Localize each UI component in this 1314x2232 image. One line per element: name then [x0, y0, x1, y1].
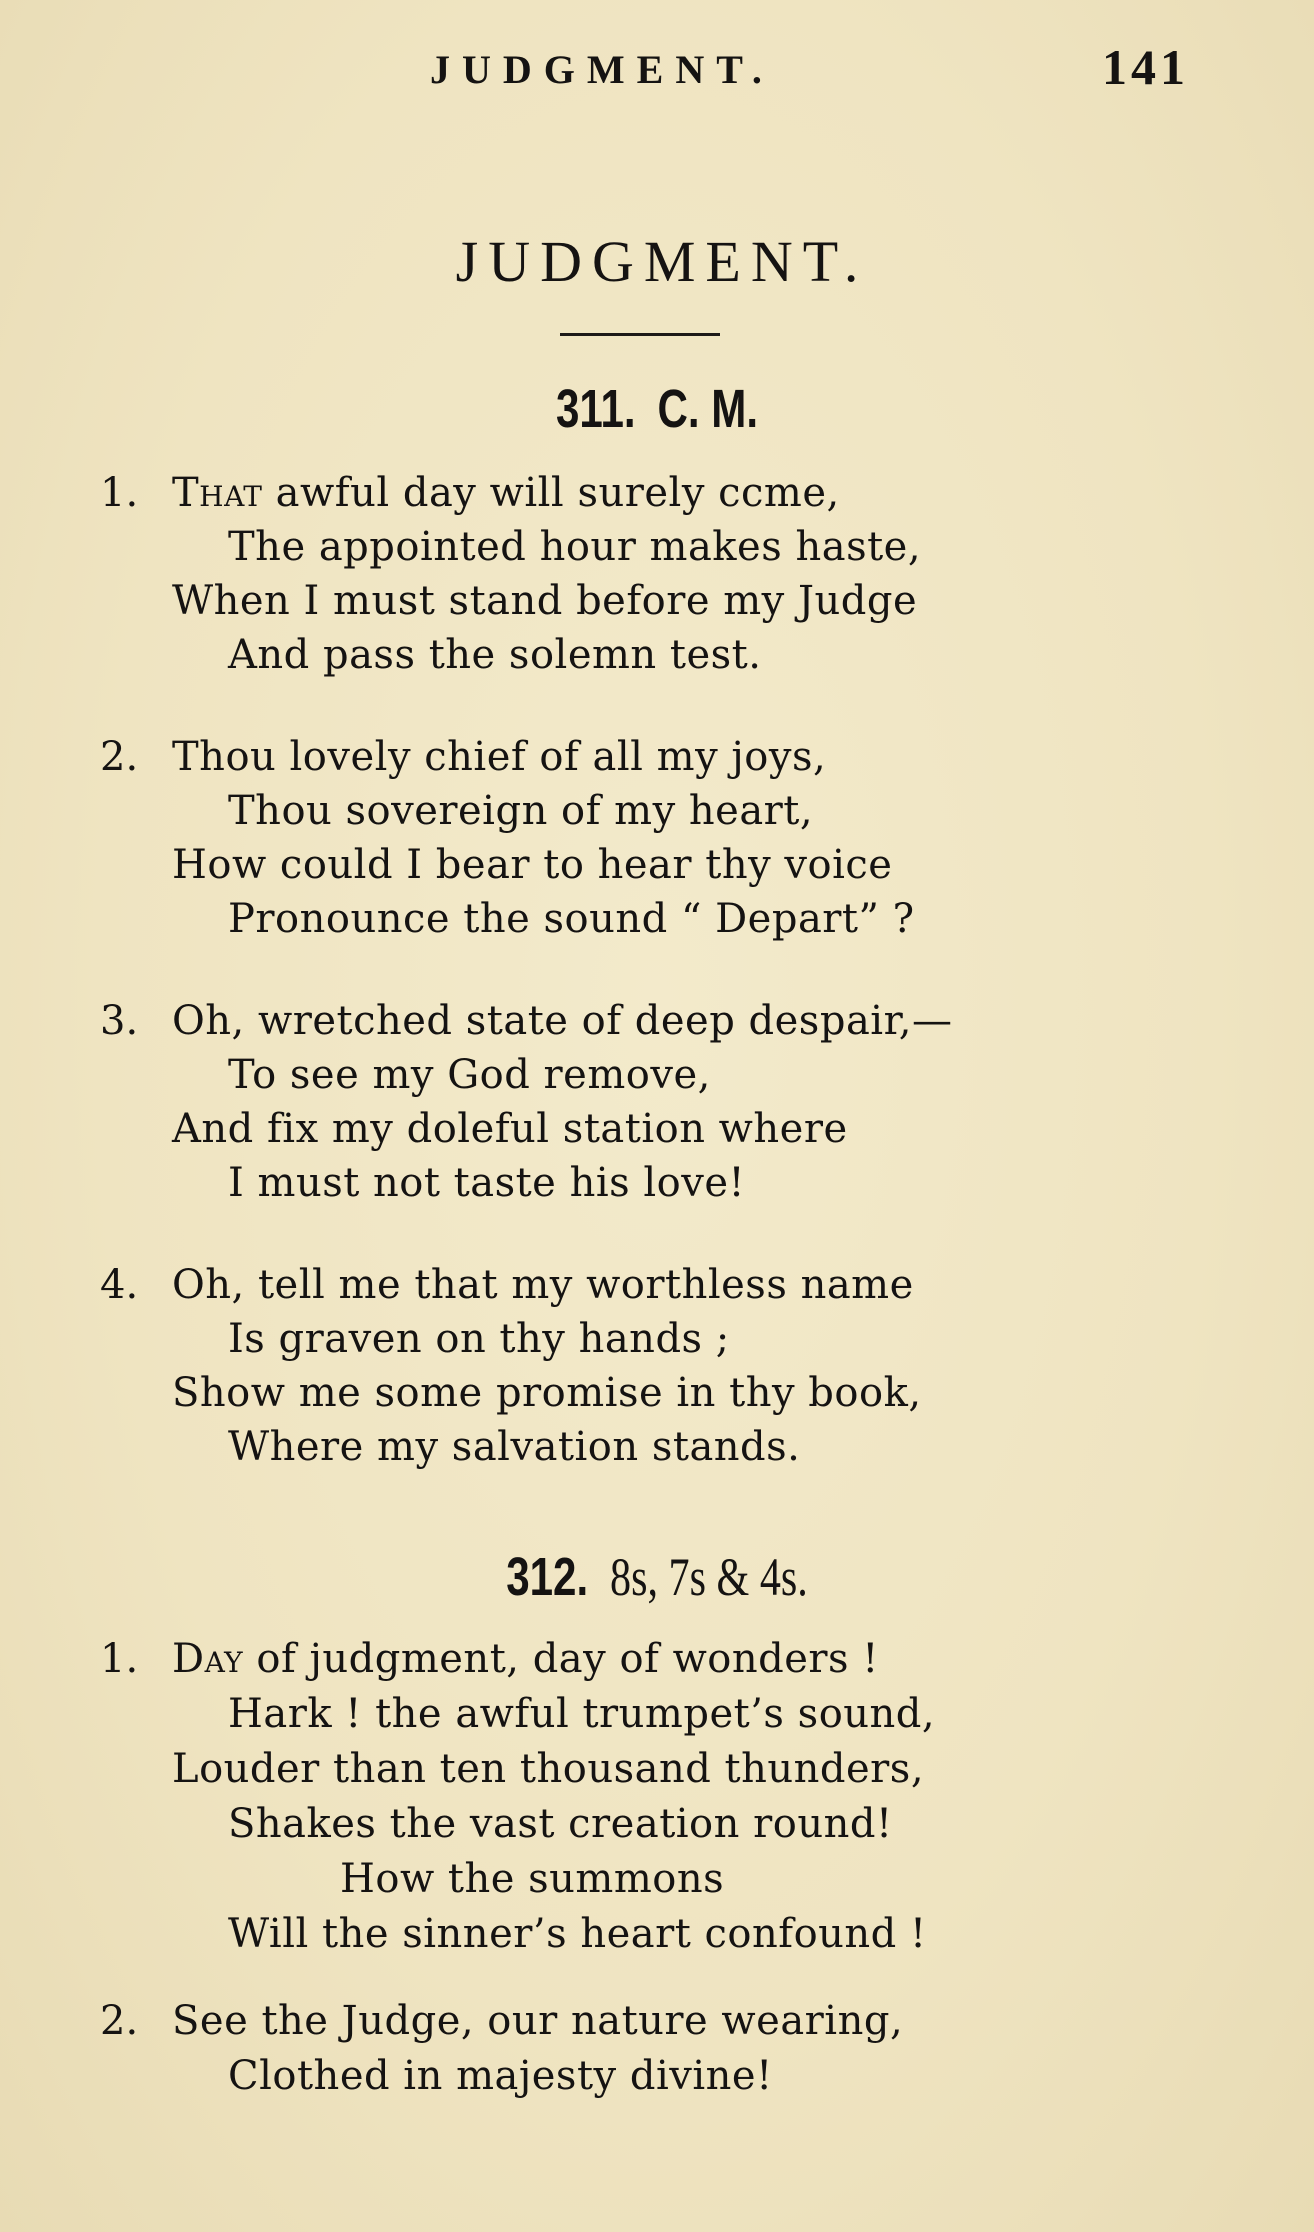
- verse-line: The appointed hour makes haste,: [228, 524, 922, 570]
- verse-number: 4.: [100, 1262, 139, 1308]
- running-title: JUDGMENT.: [430, 47, 774, 92]
- verse-line: And fix my doleful station where: [172, 1106, 848, 1152]
- verse-line: Thou sovereign of my heart,: [228, 788, 814, 834]
- verse-line: Show me some promise in thy book,: [172, 1370, 922, 1416]
- title-rule: [560, 333, 720, 336]
- verse-line: To see my God remove,: [228, 1052, 711, 1098]
- hymn-311-header: [145, 378, 1170, 440]
- verse-line: Louder than ten thousand thunders,: [172, 1746, 925, 1792]
- verse-line: Where my salvation stands.: [228, 1424, 801, 1470]
- verse-number: 1.: [100, 470, 139, 516]
- hymn-312-header: [145, 1546, 1170, 1608]
- verse-first-rest: of judgment, day of wonders !: [243, 1636, 879, 1682]
- verse-first-word: That: [172, 470, 263, 516]
- verse-number: 2.: [100, 734, 139, 780]
- verse-first-word: Day: [172, 1636, 244, 1682]
- hymn-meter: 8s, 7s & 4s.: [610, 1547, 808, 1607]
- verse-line: Thou lovely chief of all my joys,: [172, 734, 827, 780]
- verse-number: 3.: [100, 998, 139, 1044]
- verse-line: Clothed in majesty divine!: [228, 2053, 773, 2099]
- verse-line: And pass the solemn test.: [228, 632, 762, 678]
- verse-number: 1.: [100, 1636, 139, 1682]
- verse-line: [172, 470, 840, 516]
- verse-line: Will the sinner’s heart confound !: [228, 1911, 927, 1957]
- verse-line: How could I bear to hear thy voice: [172, 842, 893, 888]
- section-title: JUDGMENT.: [455, 229, 869, 294]
- hymn-number: 311.: [555, 379, 636, 439]
- verse-line: Hark ! the awful trumpet’s sound,: [228, 1691, 936, 1737]
- verse-line: Oh, tell me that my worthless name: [172, 1262, 914, 1308]
- verse-line: When I must stand before my Judge: [172, 578, 918, 624]
- verse-number: 2.: [100, 1998, 139, 2044]
- verse-line: [172, 1636, 879, 1682]
- verse-line: Pronounce the sound “ Depart” ?: [228, 896, 915, 942]
- verse-line: I must not taste his love!: [228, 1160, 746, 1206]
- verse-line: Shakes the vast creation round!: [228, 1801, 893, 1847]
- page-number: 141: [1102, 39, 1189, 95]
- verse-first-rest: awful day will surely ccme,: [262, 470, 840, 516]
- verse-line: See the Judge, our nature wearing,: [172, 1998, 904, 2044]
- hymn-number: 312.: [506, 1547, 589, 1607]
- hymn-meter: C. M.: [657, 379, 759, 439]
- verse-line: Oh, wretched state of deep despair,—: [172, 998, 953, 1044]
- verse-line: Is graven on thy hands ;: [228, 1316, 730, 1362]
- verse-line: How the summons: [340, 1856, 725, 1902]
